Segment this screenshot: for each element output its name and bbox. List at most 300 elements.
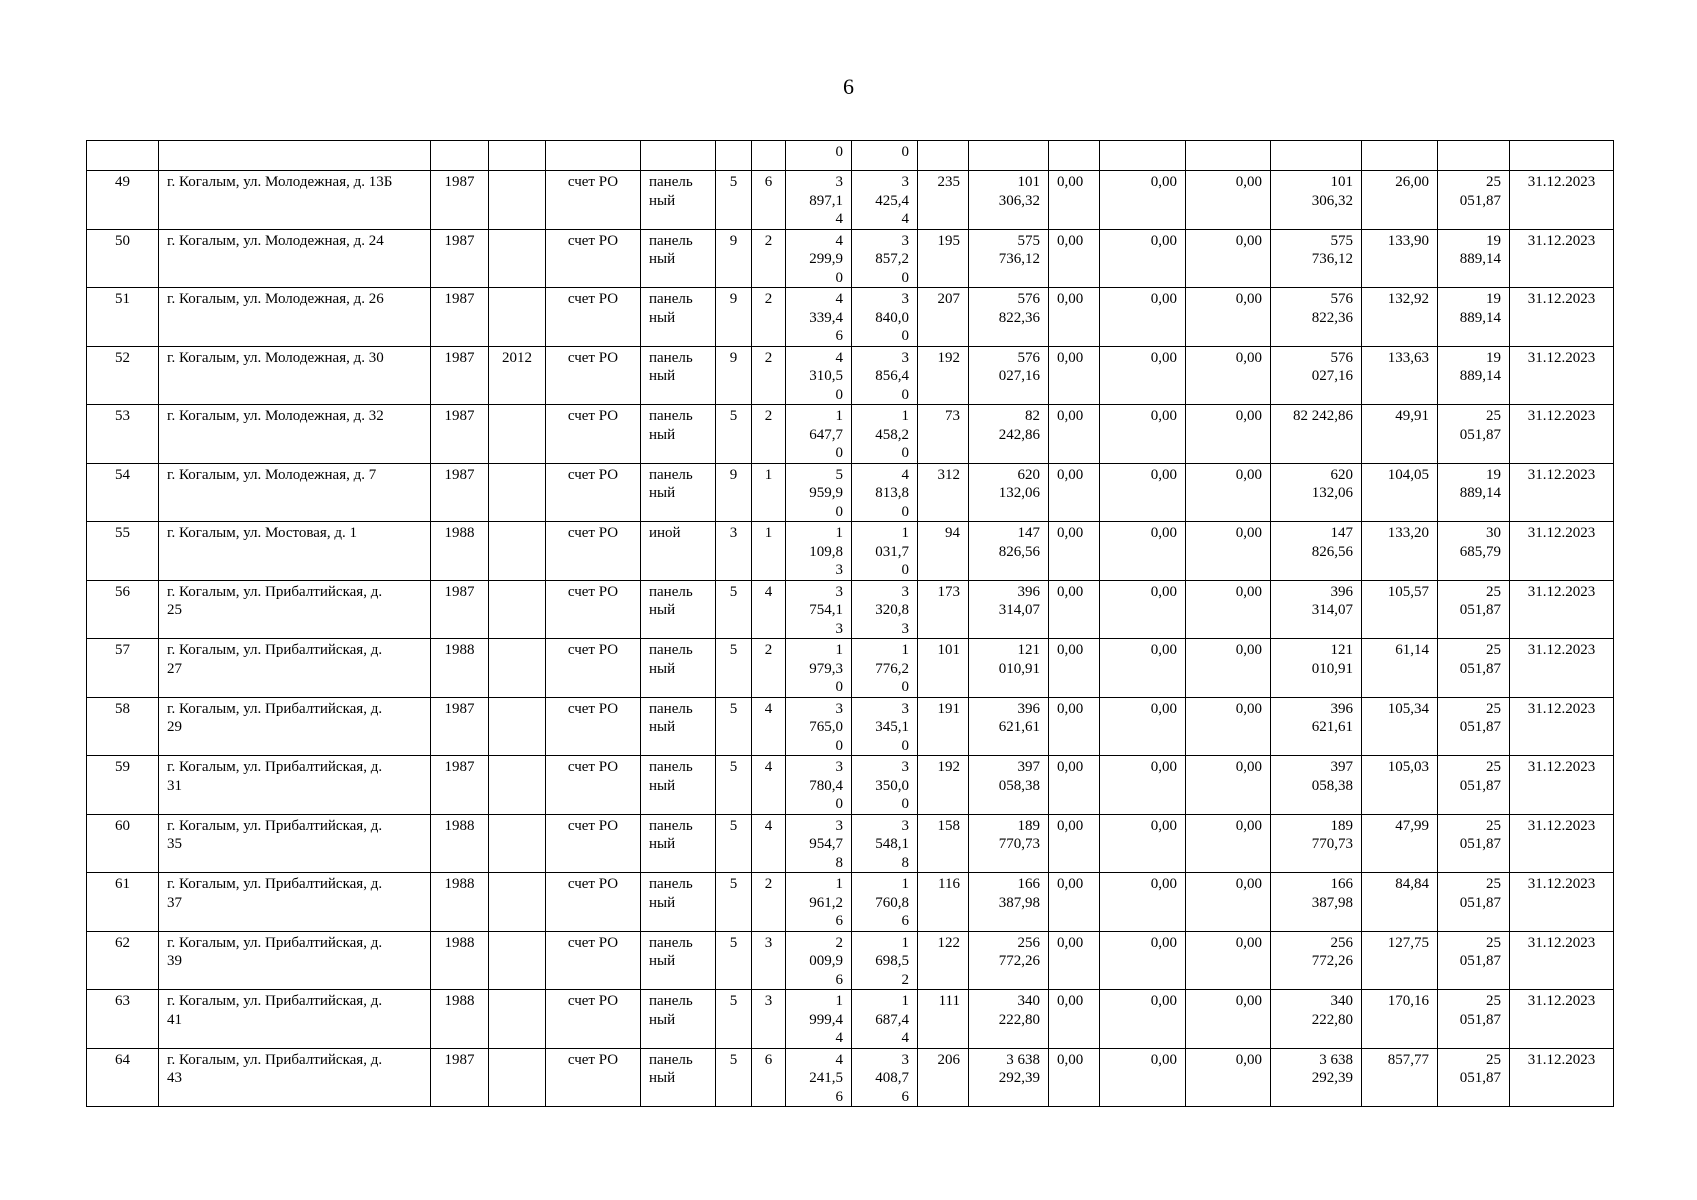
year-built-cell-text: 1987 bbox=[444, 232, 475, 249]
deadline-cell-text: 31.12.2023 bbox=[1527, 408, 1596, 424]
address-cell bbox=[159, 1048, 431, 1107]
funding-3-cell bbox=[1186, 171, 1271, 230]
continuation-row bbox=[87, 141, 1614, 171]
fund-method-cell bbox=[546, 814, 641, 873]
cost-total-cell bbox=[969, 405, 1049, 464]
funding-1-cell bbox=[1049, 405, 1100, 464]
wall-material-cell bbox=[641, 697, 716, 756]
funding-1-cell bbox=[1049, 756, 1100, 815]
residents-cell bbox=[918, 288, 969, 347]
funding-2-cell bbox=[1100, 873, 1186, 932]
funding-2-cell bbox=[1100, 756, 1186, 815]
year-renovated-cell bbox=[489, 229, 546, 288]
living-area-cell-text: 3 857,2 0 bbox=[875, 232, 909, 286]
address-cell-text: г. Когалым, ул. Молодежная, д. 32 bbox=[167, 408, 384, 424]
table-row bbox=[87, 405, 1614, 464]
unit-cost-cell bbox=[1362, 229, 1438, 288]
year-built-cell bbox=[431, 990, 489, 1049]
max-cost-cell-text: 25 051,87 bbox=[1459, 934, 1501, 969]
year-renovated-cell bbox=[489, 873, 546, 932]
row-number-cell bbox=[87, 463, 159, 522]
cost-total-cell-text: 189 770,73 bbox=[998, 817, 1040, 852]
fund-method-cell bbox=[546, 580, 641, 639]
entrances-cell-text: 2 bbox=[764, 408, 773, 424]
funding-4-cell bbox=[1271, 990, 1362, 1049]
funding-2-cell-text: 0,00 bbox=[1150, 876, 1177, 892]
living-area-cell-text: 3 856,4 0 bbox=[875, 349, 909, 403]
cost-total-cell bbox=[969, 580, 1049, 639]
residents-cell bbox=[918, 697, 969, 756]
funding-3-cell-text: 0,00 bbox=[1235, 876, 1262, 892]
wall-material-cell-text: панель ный bbox=[649, 232, 693, 267]
living-area-cell bbox=[852, 580, 918, 639]
cost-total-cell bbox=[969, 288, 1049, 347]
entrances-cell bbox=[752, 346, 786, 405]
unit-cost-cell bbox=[1362, 756, 1438, 815]
entrances-cell-text: 3 bbox=[764, 993, 773, 1009]
living-area-cell bbox=[852, 346, 918, 405]
cost-total-cell-text: 620 132,06 bbox=[998, 466, 1040, 501]
year-built-cell-text: 1987 bbox=[444, 466, 475, 483]
floors-cell bbox=[716, 580, 752, 639]
cost-total-cell bbox=[969, 522, 1049, 581]
floors-cell-text: 5 bbox=[729, 934, 738, 951]
cost-total-cell-text: 3 638 292,39 bbox=[998, 1051, 1040, 1086]
funding-1-cell bbox=[1049, 697, 1100, 756]
row-number-cell bbox=[87, 639, 159, 698]
funding-2-cell-text: 0,00 bbox=[1150, 349, 1177, 366]
funding-1-cell-text: 0,00 bbox=[1057, 934, 1084, 951]
funding-1-cell bbox=[1049, 229, 1100, 288]
fund-method-cell bbox=[546, 931, 641, 990]
table-row bbox=[87, 1048, 1614, 1107]
year-built-cell-text: 1988 bbox=[444, 876, 475, 892]
funding-2-cell-text: 0,00 bbox=[1150, 291, 1177, 307]
funding-2-cell bbox=[1100, 580, 1186, 639]
funding-3-cell-text: 0,00 bbox=[1235, 174, 1262, 190]
entrances-cell bbox=[752, 873, 786, 932]
unit-cost-cell bbox=[1362, 580, 1438, 639]
address-cell bbox=[159, 288, 431, 347]
unit-cost-cell-text: 127,75 bbox=[1387, 934, 1429, 951]
max-cost-cell-text: 25 051,87 bbox=[1459, 583, 1501, 618]
cost-total-cell bbox=[969, 229, 1049, 288]
year-built-cell bbox=[431, 1048, 489, 1107]
deadline-cell-text: 31.12.2023 bbox=[1527, 817, 1596, 834]
cost-total-cell bbox=[969, 171, 1049, 230]
funding-3-cell bbox=[1186, 463, 1271, 522]
wall-material-cell-text: панель ный bbox=[649, 349, 693, 384]
residents-cell-text: 192 bbox=[937, 759, 960, 775]
entrances-cell-text: 2 bbox=[764, 876, 773, 892]
funding-3-cell-text: 0,00 bbox=[1235, 1051, 1262, 1068]
fund-method-cell bbox=[546, 522, 641, 581]
max-cost-cell bbox=[1438, 931, 1510, 990]
max-cost-cell bbox=[1438, 288, 1510, 347]
row-number-cell bbox=[87, 990, 159, 1049]
residents-cell bbox=[918, 522, 969, 581]
floors-cell-text: 5 bbox=[729, 993, 738, 1009]
funding-3-cell-text: 0,00 bbox=[1235, 525, 1262, 541]
residents-cell bbox=[918, 1048, 969, 1107]
total-area-cell bbox=[786, 229, 852, 288]
wall-material-cell-text: панель ный bbox=[649, 174, 693, 209]
cost-total-cell-text: 340 222,80 bbox=[998, 993, 1040, 1028]
address-cell-text: г. Когалым, ул. Молодежная, д. 24 bbox=[167, 232, 384, 249]
wall-material-cell bbox=[641, 346, 716, 405]
floors-cell bbox=[716, 873, 752, 932]
max-cost-cell bbox=[1438, 756, 1510, 815]
deadline-cell bbox=[1510, 639, 1614, 698]
floors-cell-text: 9 bbox=[729, 232, 738, 249]
wall-material-cell-text: иной bbox=[649, 525, 681, 541]
funding-2-cell-text: 0,00 bbox=[1150, 525, 1177, 541]
row-number-cell bbox=[87, 229, 159, 288]
max-cost-cell bbox=[1438, 171, 1510, 230]
entrances-cell bbox=[752, 405, 786, 464]
funding-4-cell bbox=[1271, 697, 1362, 756]
total-area-cell-text: 4 241,5 6 bbox=[809, 1051, 843, 1105]
residents-cell-text: 111 bbox=[938, 993, 960, 1009]
floors-cell bbox=[716, 1048, 752, 1107]
wall-material-cell bbox=[641, 463, 716, 522]
wall-material-cell-text: панель ный bbox=[649, 934, 693, 969]
max-cost-cell-text: 19 889,14 bbox=[1459, 466, 1501, 501]
funding-3-cell-text: 0,00 bbox=[1235, 817, 1262, 834]
page-number: 6 bbox=[843, 74, 854, 99]
floors-cell bbox=[716, 288, 752, 347]
max-cost-cell-text: 25 051,87 bbox=[1459, 993, 1501, 1028]
table-row bbox=[87, 990, 1614, 1049]
year-renovated-cell bbox=[489, 814, 546, 873]
living-area-cell-text: 1 458,2 0 bbox=[875, 408, 909, 461]
funding-4-cell-text: 576 822,36 bbox=[1311, 291, 1353, 326]
cost-total-cell-text: 166 387,98 bbox=[998, 876, 1040, 911]
address-cell-text: г. Когалым, ул. Прибалтийская, д. 27 bbox=[167, 642, 383, 677]
deadline-cell bbox=[1510, 990, 1614, 1049]
funding-3-cell-text: 0,00 bbox=[1235, 291, 1262, 307]
residents-cell bbox=[918, 639, 969, 698]
funding-3-cell bbox=[1186, 346, 1271, 405]
funding-2-cell bbox=[1100, 171, 1186, 230]
address-cell bbox=[159, 580, 431, 639]
residents-cell-text: 73 bbox=[945, 408, 960, 424]
address-cell bbox=[159, 756, 431, 815]
year-built-cell-text: 1988 bbox=[444, 993, 475, 1009]
funding-1-cell bbox=[1049, 522, 1100, 581]
fund-method-cell-text: счет РО bbox=[567, 1051, 619, 1068]
funding-4-cell-text: 121 010,91 bbox=[1311, 642, 1353, 677]
funding-4-cell bbox=[1271, 580, 1362, 639]
year-built-cell-text: 1987 bbox=[444, 1051, 475, 1068]
entrances-cell-text: 4 bbox=[764, 583, 773, 600]
living-area-cell-text: 3 548,1 8 bbox=[875, 817, 909, 871]
max-cost-cell bbox=[1438, 405, 1510, 464]
deadline-cell-text: 31.12.2023 bbox=[1527, 232, 1596, 249]
max-cost-cell bbox=[1438, 229, 1510, 288]
wall-material-cell-text: панель ный bbox=[649, 817, 693, 852]
year-renovated-cell bbox=[489, 171, 546, 230]
wall-material-cell bbox=[641, 405, 716, 464]
deadline-cell bbox=[1510, 288, 1614, 347]
row-number-cell bbox=[87, 171, 159, 230]
floors-cell-text: 9 bbox=[729, 349, 738, 366]
row-number-cell-text: 57 bbox=[115, 642, 130, 658]
funding-4-cell-text: 101 306,32 bbox=[1311, 174, 1353, 209]
deadline-cell-text: 31.12.2023 bbox=[1527, 349, 1596, 366]
year-built-cell bbox=[431, 522, 489, 581]
entrances-cell-text: 6 bbox=[764, 1051, 773, 1068]
floors-cell-text: 5 bbox=[729, 1051, 738, 1068]
funding-2-cell bbox=[1100, 346, 1186, 405]
funding-3-cell-text: 0,00 bbox=[1235, 700, 1262, 717]
floors-cell bbox=[716, 463, 752, 522]
deadline-cell-text: 31.12.2023 bbox=[1527, 642, 1596, 658]
entrances-cell bbox=[752, 1048, 786, 1107]
table-row bbox=[87, 171, 1614, 230]
cost-total-cell-text: 121 010,91 bbox=[998, 642, 1040, 677]
entrances-cell-text: 4 bbox=[764, 817, 773, 834]
entrances-cell bbox=[752, 990, 786, 1049]
unit-cost-cell bbox=[1362, 697, 1438, 756]
funding-3-cell-text: 0,00 bbox=[1235, 349, 1262, 366]
address-cell-text: г. Когалым, ул. Молодежная, д. 30 bbox=[167, 349, 384, 366]
funding-2-cell bbox=[1100, 814, 1186, 873]
living-area-cell-text: 3 425,4 4 bbox=[875, 174, 909, 227]
deadline-cell-text: 31.12.2023 bbox=[1527, 876, 1596, 892]
deadline-cell bbox=[1510, 229, 1614, 288]
total-area-cell bbox=[786, 171, 852, 230]
wall-material-cell bbox=[641, 931, 716, 990]
wall-material-cell-text: панель ный bbox=[649, 759, 693, 794]
wall-material-cell bbox=[641, 580, 716, 639]
unit-cost-cell-text: 105,03 bbox=[1387, 759, 1429, 775]
row-number-cell bbox=[87, 288, 159, 347]
unit-cost-cell bbox=[1362, 288, 1438, 347]
funding-4-cell bbox=[1271, 171, 1362, 230]
entrances-cell bbox=[752, 463, 786, 522]
funding-2-cell-text: 0,00 bbox=[1150, 232, 1177, 249]
living-area-cell bbox=[852, 697, 918, 756]
funding-1-cell-text: 0,00 bbox=[1057, 349, 1084, 366]
residents-cell bbox=[918, 580, 969, 639]
address-cell-text: г. Когалым, ул. Молодежная, д. 7 bbox=[167, 466, 377, 483]
funding-2-cell-text: 0,00 bbox=[1150, 700, 1177, 717]
residents-cell-text: 312 bbox=[937, 466, 960, 483]
floors-cell-text: 5 bbox=[729, 408, 738, 424]
address-cell bbox=[159, 171, 431, 230]
address-cell bbox=[159, 405, 431, 464]
fund-method-cell bbox=[546, 639, 641, 698]
living-area-cell-text: 3 408,7 6 bbox=[875, 1051, 909, 1105]
funding-3-cell bbox=[1186, 288, 1271, 347]
funding-1-cell-text: 0,00 bbox=[1057, 232, 1084, 249]
cost-total-cell bbox=[969, 990, 1049, 1049]
row-number-cell-text: 64 bbox=[115, 1051, 130, 1068]
fund-method-cell-text: счет РО bbox=[567, 232, 619, 249]
table-row bbox=[87, 639, 1614, 698]
floors-cell bbox=[716, 405, 752, 464]
address-cell-text: г. Когалым, ул. Прибалтийская, д. 39 bbox=[167, 934, 383, 969]
funding-3-cell bbox=[1186, 580, 1271, 639]
residents-cell-text: 173 bbox=[937, 583, 960, 600]
fund-method-cell bbox=[546, 288, 641, 347]
fund-method-cell-text: счет РО bbox=[567, 993, 619, 1009]
row-number-cell-text: 56 bbox=[115, 583, 130, 600]
row-number-cell-text: 55 bbox=[115, 525, 130, 541]
floors-cell bbox=[716, 346, 752, 405]
total-area-cell-text: 3 954,7 8 bbox=[809, 817, 843, 871]
max-cost-cell bbox=[1438, 346, 1510, 405]
table-row bbox=[87, 580, 1614, 639]
residents-cell-text: 94 bbox=[945, 525, 960, 541]
fund-method-cell-text: счет РО bbox=[567, 934, 619, 951]
floors-cell bbox=[716, 931, 752, 990]
unit-cost-cell bbox=[1362, 814, 1438, 873]
funding-3-cell bbox=[1186, 756, 1271, 815]
entrances-cell bbox=[752, 756, 786, 815]
funding-2-cell-text: 0,00 bbox=[1150, 759, 1177, 775]
table-body bbox=[87, 141, 1614, 1107]
year-built-cell-text: 1987 bbox=[444, 583, 475, 600]
cost-total-cell bbox=[969, 1048, 1049, 1107]
total-area-cell-text: 1 979,3 0 bbox=[809, 642, 843, 695]
funding-3-cell bbox=[1186, 697, 1271, 756]
year-renovated-cell bbox=[489, 405, 546, 464]
funding-1-cell bbox=[1049, 346, 1100, 405]
funding-1-cell-text: 0,00 bbox=[1057, 174, 1084, 190]
fund-method-cell-text: счет РО bbox=[567, 759, 619, 775]
wall-material-cell-text: панель ный bbox=[649, 408, 693, 443]
funding-4-cell bbox=[1271, 229, 1362, 288]
funding-2-cell bbox=[1100, 229, 1186, 288]
address-cell-text: г. Когалым, ул. Мостовая, д. 1 bbox=[167, 525, 357, 541]
year-renovated-cell bbox=[489, 756, 546, 815]
wall-material-cell-text: панель ный bbox=[649, 993, 693, 1028]
wall-material-cell-text: панель ный bbox=[649, 642, 693, 677]
funding-3-cell-text: 0,00 bbox=[1235, 232, 1262, 249]
cost-total-cell-text: 147 826,56 bbox=[998, 525, 1040, 560]
funding-2-cell-text: 0,00 bbox=[1150, 993, 1177, 1009]
unit-cost-cell bbox=[1362, 405, 1438, 464]
floors-cell-text: 5 bbox=[729, 876, 738, 892]
entrances-cell-text: 4 bbox=[764, 700, 773, 717]
deadline-cell bbox=[1510, 931, 1614, 990]
floors-cell bbox=[716, 814, 752, 873]
living-area-cell-text: 3 840,0 0 bbox=[875, 291, 909, 344]
floors-cell-text: 9 bbox=[729, 291, 738, 307]
deadline-cell bbox=[1510, 814, 1614, 873]
funding-2-cell bbox=[1100, 1048, 1186, 1107]
funding-2-cell bbox=[1100, 990, 1186, 1049]
max-cost-cell-text: 25 051,87 bbox=[1459, 759, 1501, 794]
living-area-cell bbox=[852, 639, 918, 698]
funding-2-cell bbox=[1100, 463, 1186, 522]
deadline-cell bbox=[1510, 697, 1614, 756]
total-area-cell-text: 1 647,7 0 bbox=[809, 408, 843, 461]
funding-3-cell bbox=[1186, 639, 1271, 698]
year-built-cell bbox=[431, 288, 489, 347]
cost-total-cell-text: 397 058,38 bbox=[998, 759, 1040, 794]
total-area-cell bbox=[786, 346, 852, 405]
row-number-cell-text: 60 bbox=[115, 817, 130, 834]
cost-total-cell bbox=[969, 463, 1049, 522]
deadline-cell-text: 31.12.2023 bbox=[1527, 525, 1596, 541]
residents-cell bbox=[918, 346, 969, 405]
deadline-cell bbox=[1510, 346, 1614, 405]
funding-1-cell-text: 0,00 bbox=[1057, 525, 1084, 541]
deadline-cell-text: 31.12.2023 bbox=[1527, 583, 1596, 600]
funding-2-cell-text: 0,00 bbox=[1150, 408, 1177, 424]
wall-material-cell bbox=[641, 171, 716, 230]
fund-method-cell bbox=[546, 171, 641, 230]
deadline-cell-text: 31.12.2023 bbox=[1527, 934, 1596, 951]
wall-material-cell bbox=[641, 756, 716, 815]
max-cost-cell-text: 25 051,87 bbox=[1459, 1051, 1501, 1086]
entrances-cell-text: 1 bbox=[764, 466, 773, 483]
fund-method-cell-text: счет РО bbox=[567, 466, 619, 483]
floors-cell bbox=[716, 171, 752, 230]
living-area-cell-text: 1 760,8 6 bbox=[875, 876, 909, 929]
max-cost-cell-text: 30 685,79 bbox=[1459, 525, 1501, 560]
funding-1-cell-text: 0,00 bbox=[1057, 876, 1084, 892]
living-area-cell-text: 3 350,0 0 bbox=[875, 759, 909, 812]
funding-1-cell-text: 0,00 bbox=[1057, 291, 1084, 307]
funding-4-cell-text: 576 027,16 bbox=[1311, 349, 1353, 384]
funding-3-cell-text: 0,00 bbox=[1235, 466, 1262, 483]
deadline-cell-text: 31.12.2023 bbox=[1527, 759, 1596, 775]
unit-cost-cell bbox=[1362, 990, 1438, 1049]
row-number-cell bbox=[87, 931, 159, 990]
fund-method-cell-text: счет РО bbox=[567, 583, 619, 600]
living-area-cell: 0 bbox=[852, 141, 918, 171]
cost-total-cell bbox=[969, 873, 1049, 932]
funding-1-cell-text: 0,00 bbox=[1057, 642, 1084, 658]
unit-cost-cell-text: 104,05 bbox=[1387, 466, 1429, 483]
funding-3-cell-text: 0,00 bbox=[1235, 583, 1262, 600]
funding-1-cell bbox=[1049, 990, 1100, 1049]
year-built-cell bbox=[431, 697, 489, 756]
address-cell-text: г. Когалым, ул. Прибалтийская, д. 35 bbox=[167, 817, 383, 852]
floors-cell-text: 5 bbox=[729, 174, 738, 190]
address-cell bbox=[159, 639, 431, 698]
living-area-cell bbox=[852, 288, 918, 347]
funding-4-cell-text: 147 826,56 bbox=[1311, 525, 1353, 560]
cost-total-cell bbox=[969, 931, 1049, 990]
wall-material-cell-text: панель ный bbox=[649, 700, 693, 735]
max-cost-cell bbox=[1438, 697, 1510, 756]
entrances-cell-text: 2 bbox=[764, 232, 773, 249]
fund-method-cell-text: счет РО bbox=[567, 408, 619, 424]
funding-4-cell-text: 396 314,07 bbox=[1311, 583, 1353, 618]
year-built-cell bbox=[431, 463, 489, 522]
total-area-cell-text: 1 999,4 4 bbox=[809, 993, 843, 1046]
funding-2-cell-text: 0,00 bbox=[1150, 934, 1177, 951]
max-cost-cell bbox=[1438, 639, 1510, 698]
funding-1-cell-text: 0,00 bbox=[1057, 817, 1084, 834]
floors-cell-text: 5 bbox=[729, 700, 738, 717]
cost-total-cell bbox=[969, 697, 1049, 756]
funding-2-cell-text: 0,00 bbox=[1150, 174, 1177, 190]
row-number-cell-text: 63 bbox=[115, 993, 130, 1009]
unit-cost-cell bbox=[1362, 931, 1438, 990]
floors-cell-text: 3 bbox=[729, 525, 738, 541]
unit-cost-cell bbox=[1362, 1048, 1438, 1107]
floors-cell-text: 5 bbox=[729, 759, 738, 775]
deadline-cell bbox=[1510, 1048, 1614, 1107]
total-area-cell-text: 3 897,1 4 bbox=[809, 174, 843, 227]
unit-cost-cell bbox=[1362, 639, 1438, 698]
